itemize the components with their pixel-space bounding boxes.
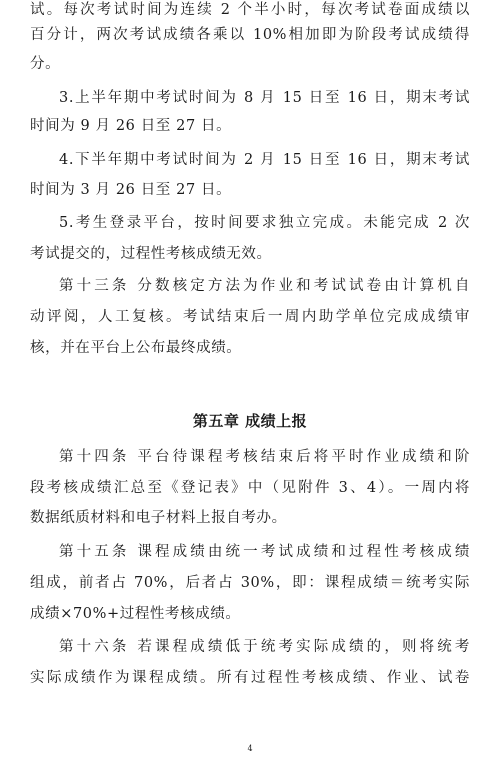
paragraph-line: 百分计，两次考试成绩各乘以 10%相加即为阶段考试成绩得 [30, 27, 470, 43]
paragraph-line: 4.下半年期中考试时间为 2 月 15 日至 16 日，期末考试 [59, 152, 470, 168]
paragraph-line: 考试提交的，过程性考核成绩无效。 [30, 246, 272, 262]
paragraph-line: 分。 [30, 56, 61, 72]
paragraph-line: 数据纸质材料和电子材料上报自考办。 [30, 510, 287, 526]
page-number: 4 [247, 744, 253, 753]
chapter-heading: 第五章 成绩上报 [192, 412, 308, 430]
paragraph-line: 3.上半年期中考试时间为 8 月 15 日至 16 日，期末考试 [59, 90, 470, 106]
paragraph-line: 时间为 9 月 26 日至 27 日。 [30, 118, 232, 134]
paragraph-line: 实际成绩作为课程成绩。所有过程性考核成绩、作业、试卷 [30, 670, 470, 686]
document-page [30, 0, 470, 768]
paragraph-line: 段考核成绩汇总至《登记表》中（见附件 3、4）。一周内将 [30, 480, 470, 496]
paragraph-line: 组成，前者占 70%，后者占 30%，即：课程成绩＝统考实际 [30, 575, 470, 591]
paragraph-line: 试。每次考试时间为连续 2 个半小时，每次考试卷面成绩以 [30, 2, 470, 18]
paragraph-line: 第十四条 平台待课程考核结束后将平时作业成绩和阶 [59, 449, 470, 465]
paragraph-line: 成绩×70%+过程性考核成绩。 [30, 606, 241, 622]
paragraph-line: 动评阅，人工复核。考试结束后一周内助学单位完成成绩审 [30, 309, 470, 325]
paragraph-line: 第十六条 若课程成绩低于统考实际成绩的，则将统考 [59, 639, 470, 655]
paragraph-line: 5.考生登录平台，按时间要求独立完成。未能完成 2 次 [59, 215, 470, 231]
paragraph-line: 第十五条 课程成绩由统一考试成绩和过程性考核成绩 [59, 544, 470, 560]
paragraph-line: 核，并在平台上公布最终成绩。 [30, 340, 242, 356]
paragraph-line: 时间为 3 月 26 日至 27 日。 [30, 182, 232, 198]
paragraph-line: 第十三条 分数核定方法为作业和考试试卷由计算机自 [59, 278, 470, 294]
